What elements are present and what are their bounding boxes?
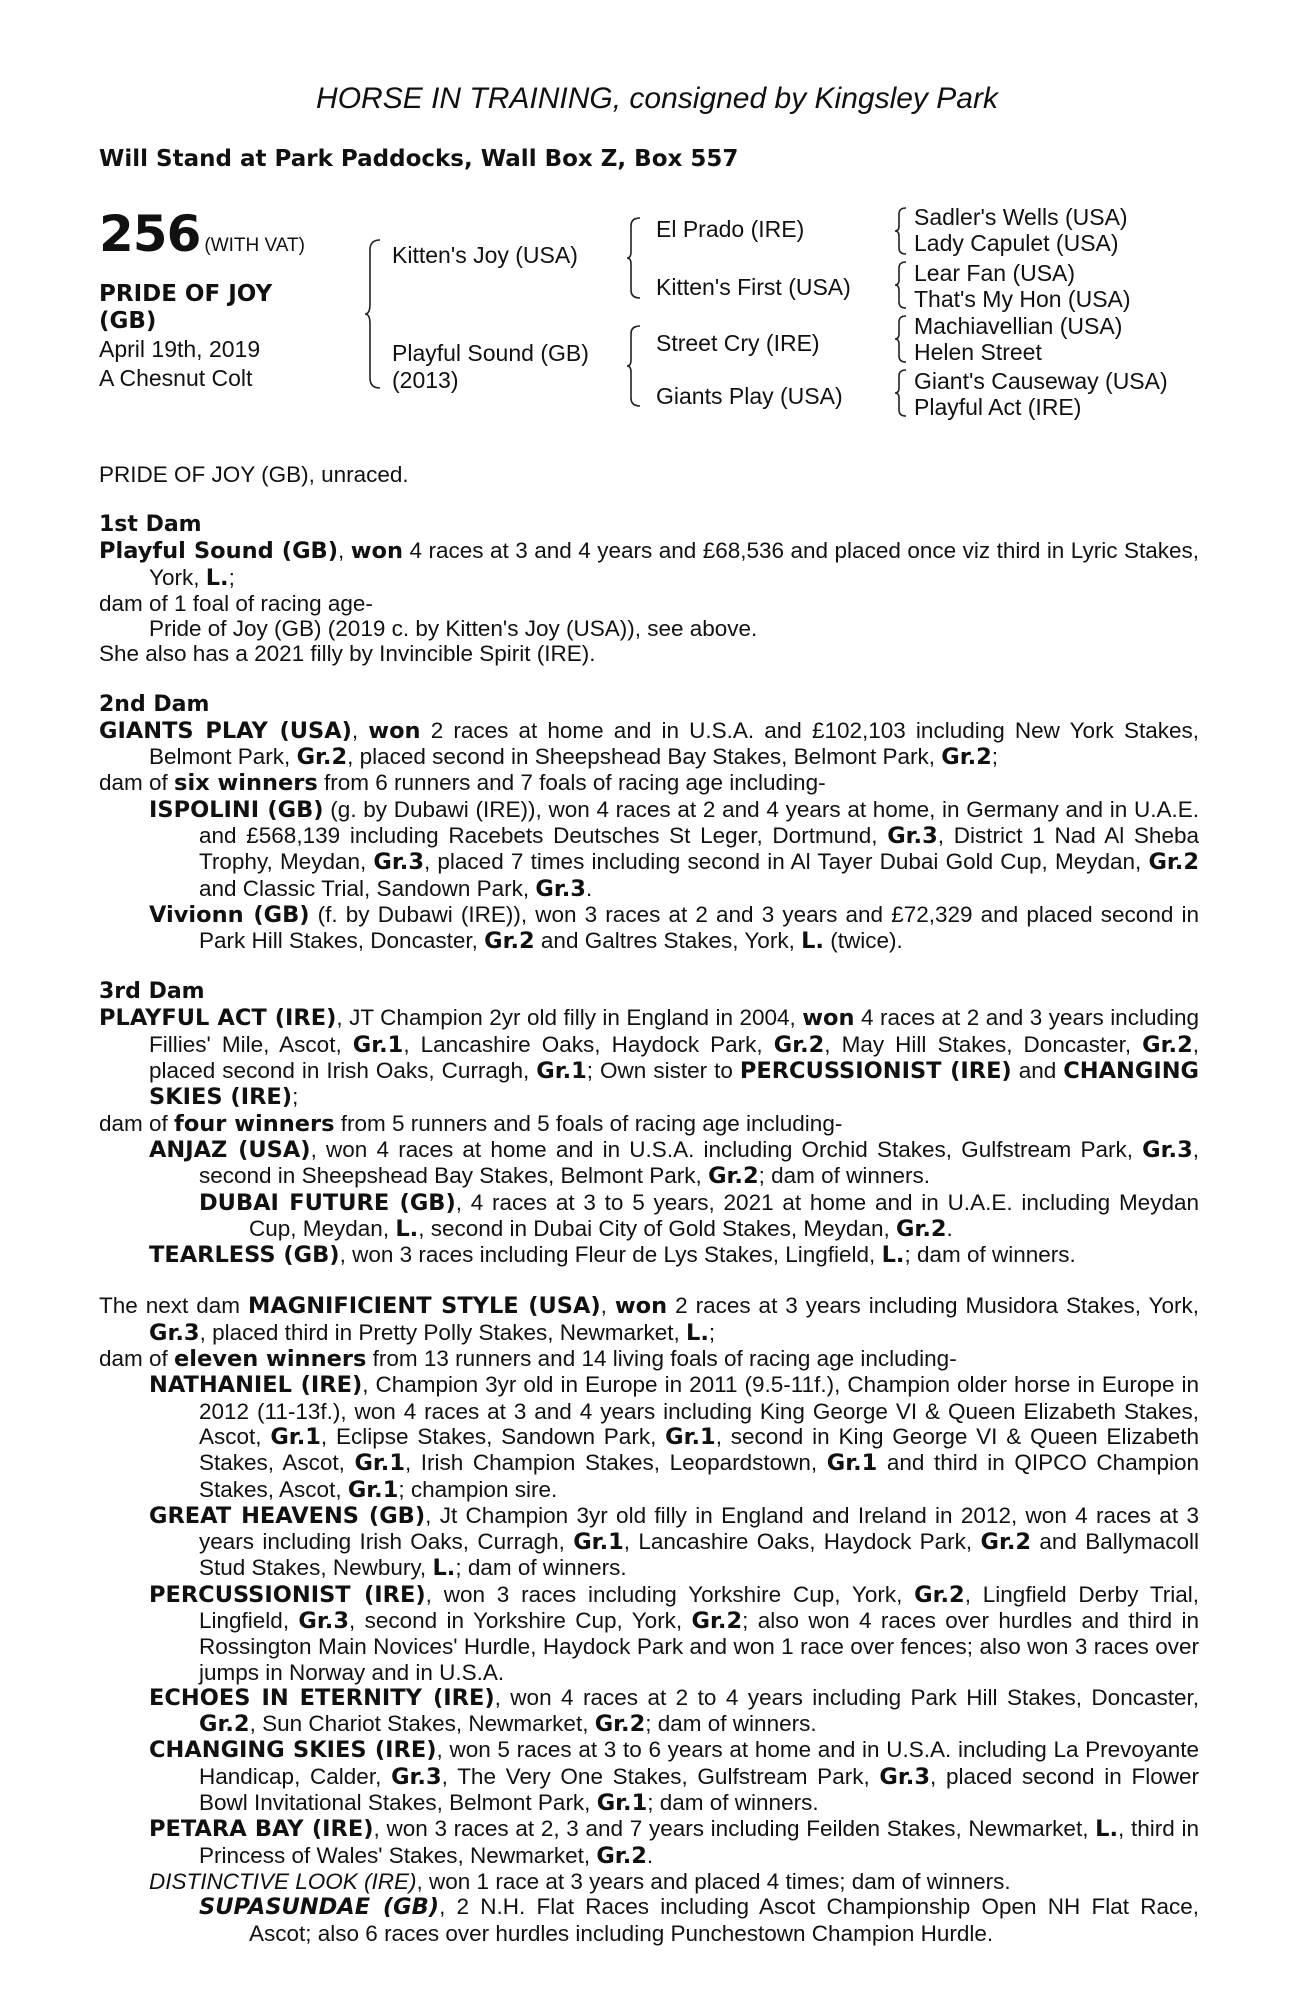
second-dam-foals: dam of six winners from 6 runners and 7 foals of racing age including- [99, 770, 826, 797]
foaling-date: April 19th, 2019 [99, 336, 261, 362]
fourth-dam-produce-great-heavens: GREAT HEAVENS (GB), Jt Champion 3yr old filly in England and Ireland in 2012, won 4 races at 3 years including Irish Oaks, Curragh, Gr.1, Lancashire Oaks, Haydock Park, Gr.2 and Ballymacoll Stud Stakes, Newbury, L.; dam of winners. [149, 1502, 1200, 1582]
pedigree-brace-main [364, 238, 382, 390]
fourth-dam-produce-changing-skies: CHANGING SKIES (IRE), won 5 races at 3 to 6 years at home and in U.S.A. including La Prevoyante Handicap, Calder, Gr.3, The Very One Stakes, Gulfstream Park, Gr.3, placed second in Flower Bowl Invitational Stakes, Belmont Park, Gr.1; dam of winners. [149, 1737, 1199, 1817]
lot-number: 256 [99, 205, 201, 263]
pedigree-sire: Kitten's Joy (USA) [392, 242, 578, 268]
first-dam-record: Playful Sound (GB), won 4 races at 3 and 4 years and £68,536 and placed once viz third in Lyric Stakes, York, L.; [99, 538, 1199, 591]
fourth-dam-produce-petara-bay: PETARA BAY (IRE), won 3 races at 2, 3 and 7 years including Feilden Stakes, Newmarket, L., third in Princess of Wales' Stakes, Newmarket, Gr.2. [149, 1816, 1199, 1869]
fourth-dam-produce-distinctive-look: DISTINCTIVE LOOK (IRE), won 1 race at 3 years and placed 4 times; dam of winners. [149, 1868, 1011, 1894]
third-dam-produce-anjaz: ANJAZ (USA), won 4 races at home and in U.S.A. including Orchid Stakes, Gulfstream Park, Gr.3, second in Sheepshead Bay Stakes, Belmont Park, Gr.2; dam of winners. [149, 1136, 1199, 1190]
pedigree-brace-g1 [894, 206, 908, 256]
unraced-line: PRIDE OF JOY (GB), unraced. [99, 462, 409, 487]
first-dam-note: She also has a 2021 filly by Invincible Spirit (IRE). [99, 641, 596, 667]
pedigree-sire-dam: Kitten's First (USA) [656, 274, 851, 300]
horse-description: A Chesnut Colt [99, 365, 253, 391]
pedigree-dam [392, 340, 589, 394]
pedigree-brace-dam [626, 324, 642, 408]
pedigree-brace-g2 [894, 260, 908, 310]
stand-location: Will Stand at Park Paddocks, Wall Box Z, Box 557 [99, 146, 739, 172]
second-dam-produce-vivionn: Vivionn (GB) (f. by Dubawi (IRE)), won 3 races at 2 and 3 years and £72,329 and placed second in Park Hill Stakes, Doncaster, Gr.2 and Galtres Stakes, York, L. (twice). [149, 901, 1199, 955]
pedigree-dam-sire: Street Cry (IRE) [656, 330, 820, 356]
pedigree-g2: Lady Capulet (USA) [914, 230, 1119, 256]
second-dam-produce-ispolini: ISPOLINI (GB) (g. by Dubawi (IRE)), won 4 races at 2 and 4 years at home, in Germany and in U.A.E. and £568,139 including Racebets Deutsches St Leger, Dortmund, Gr.3, District 1 Nad Al Sheba Trophy, Meydan, Gr.3, placed 7 times including second in Al Tayer Dubai Gold Cup, Meydan, Gr.2 and Classic Trial, Sandown Park, Gr.3. [149, 796, 1200, 902]
third-dam-produce-tearless: TEARLESS (GB), won 3 races including Fleur de Lys Stakes, Lingfield, L.; dam of winners. [149, 1242, 1076, 1269]
pedigree-g8: Playful Act (IRE) [914, 394, 1082, 420]
pedigree-g4: That's My Hon (USA) [914, 286, 1131, 312]
pedigree-dam-name: Playful Sound (GB) [392, 340, 589, 366]
pedigree-brace-g4 [894, 368, 908, 418]
third-dam-record: PLAYFUL ACT (IRE), JT Champion 2yr old filly in England in 2004, won 4 races at 2 and 3 years including Fillies' Mile, Ascot, Gr.1, Lancashire Oaks, Haydock Park, Gr.2, May Hill Stakes, Doncaster, Gr.2, placed second in Irish Oaks, Curragh, Gr.1; Own sister to PERCUSSIONIST (IRE) and CHANGING SKIES (IRE); [99, 1005, 1200, 1111]
horse-name-line2: (GB) [99, 308, 157, 334]
third-dam-heading: 3rd Dam [99, 979, 205, 1005]
first-dam-heading: 1st Dam [99, 512, 202, 538]
first-dam-produce: Pride of Joy (GB) (2019 c. by Kitten's Joy (USA)), see above. [149, 616, 758, 642]
first-dam-foals: dam of 1 foal of racing age- [99, 590, 373, 616]
second-dam-record: GIANTS PLAY (USA), won 2 races at home and in U.S.A. and £102,103 including New York Stakes, Belmont Park, Gr.2, placed second in Sheepshead Bay Stakes, Belmont Park, Gr.2; [99, 717, 1199, 771]
third-dam-foals: dam of four winners from 5 runners and 5 foals of racing age including- [99, 1110, 843, 1137]
pedigree-g7: Giant's Causeway (USA) [914, 368, 1168, 394]
third-dam-produce-dubai-future: DUBAI FUTURE (GB), 4 races at 3 to 5 years, 2021 at home and in U.A.E. including Meydan Cup, Meydan, L., second in Dubai City of Gold Stakes, Meydan, Gr.2. [199, 1189, 1199, 1242]
fourth-dam-foals: dam of eleven winners from 13 runners and 14 living foals of racing age including- [99, 1346, 957, 1373]
pedigree-dam-dam: Giants Play (USA) [656, 383, 843, 409]
horse-name-line1: PRIDE OF JOY [99, 281, 273, 307]
fourth-dam-produce-percussionist: PERCUSSIONIST (IRE), won 3 races including Yorkshire Cup, York, Gr.2, Lingfield Derby Trial, Lingfield, Gr.3, second in Yorkshire Cup, York, Gr.2; also won 4 races over hurdles and third in Rossington Main Novices' Hurdle, Haydock Park and won 1 race over fences; also won 3 races over jumps in Norway and in U.S.A. [149, 1581, 1199, 1685]
lot-info [99, 205, 339, 393]
fourth-dam-produce-supasundae: SUPASUNDAE (GB), 2 N.H. Flat Races including Ascot Championship Open NH Flat Race, Ascot; also 6 races over hurdles including Punchestown Champion Hurdle. [199, 1894, 1199, 1946]
vat-label: (WITH VAT) [204, 235, 305, 256]
produce-record [99, 462, 1199, 1946]
horse-name [99, 281, 319, 335]
pedigree-g3: Lear Fan (USA) [914, 260, 1076, 286]
pedigree-g1: Sadler's Wells (USA) [914, 204, 1128, 230]
second-dam-heading: 2nd Dam [99, 691, 210, 717]
pedigree-brace-g3 [894, 314, 908, 364]
catalogue-header: HORSE IN TRAINING, consigned by Kingsley Park [316, 82, 998, 115]
pedigree-sire-sire: El Prado (IRE) [656, 216, 805, 242]
pedigree-g6: Helen Street [914, 339, 1042, 365]
pedigree-g5: Machiavellian (USA) [914, 313, 1123, 339]
pedigree-dam-year: (2013) [392, 367, 459, 393]
fourth-dam-produce-echoes: ECHOES IN ETERNITY (IRE), won 4 races at 2 to 4 years including Park Hill Stakes, Doncaster, Gr.2, Sun Chariot Stakes, Newmarket, Gr.2; dam of winners. [149, 1684, 1199, 1738]
pedigree-brace-sire [626, 216, 642, 300]
fourth-dam-record: The next dam MAGNIFICIENT STYLE (USA), won 2 races at 3 years including Musidora Stakes, York, Gr.3, placed third in Pretty Polly Stakes, Newmarket, L.; [99, 1293, 1199, 1346]
fourth-dam-produce-nathaniel: NATHANIEL (IRE), Champion 3yr old in Europe in 2011 (9.5-11f.), Champion older horse in Europe in 2012 (11-13f.), won 4 races at 3 and 4 years including King George VI & Queen Elizabeth Stakes, Ascot, Gr.1, Eclipse Stakes, Sandown Park, Gr.1, second in King George VI & Queen Elizabeth Stakes, Ascot, Gr.1, Irish Champion Stakes, Leopardstown, Gr.1 and third in QIPCO Champion Stakes, Ascot, Gr.1; champion sire. [149, 1372, 1200, 1503]
